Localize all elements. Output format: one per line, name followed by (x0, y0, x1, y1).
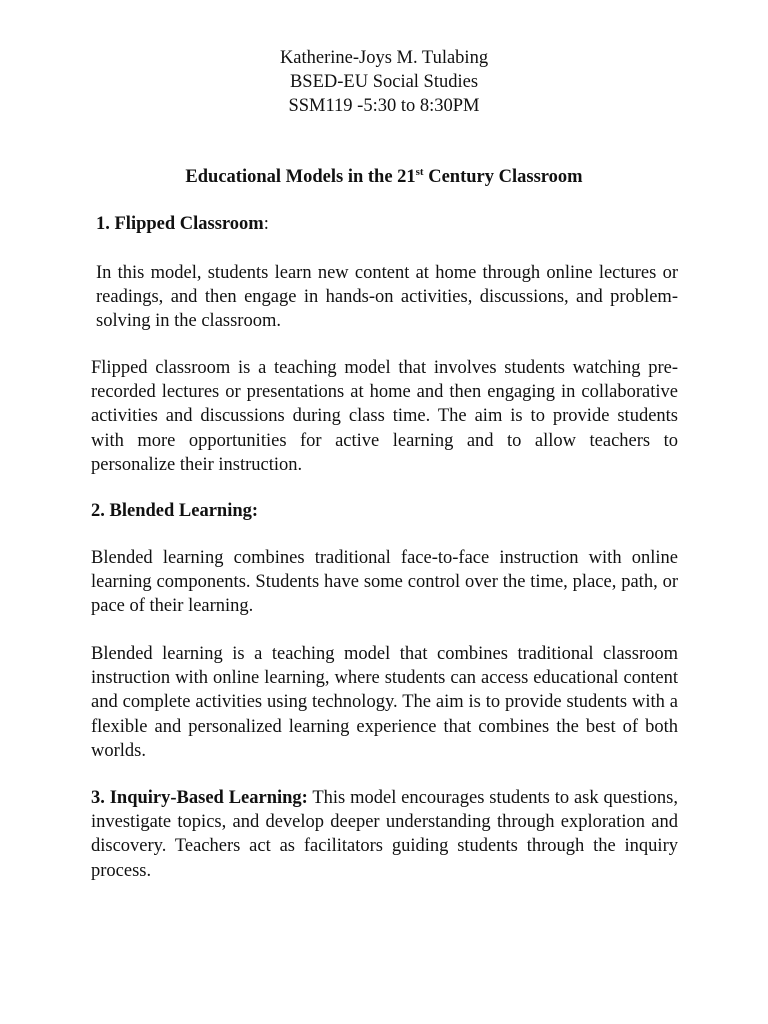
author-program: BSED-EU Social Studies (289, 72, 479, 92)
inquiry-heading-text: 3. Inquiry-Based Learning: (91, 788, 308, 808)
blended-paragraph-1: Blended learning combines traditional face-to-face instruction with online learning components. Students have some control over the time, place, path, or pace of their learning. (91, 548, 678, 617)
inquiry-body-text: This model encourages students to ask questions, investigate topics, and develop deeper understanding through exploration and discovery. Teachers act as facilitators guiding students through the inquiry process. (91, 788, 678, 881)
document-title (0, 164, 768, 190)
flipped-heading-text: 1. Flipped Classroom (96, 214, 264, 234)
author-header (0, 46, 768, 118)
blended-paragraph-2: Blended learning is a teaching model that combines traditional classroom instruction with online learning, where students can access educational content and complete activities using technology. The aim is to provide students with a flexible and personalized learning experience that combines the best of both worlds. (91, 644, 678, 761)
section-heading-flipped (96, 212, 686, 236)
course-schedule: SSM119 -5:30 to 8:30PM (288, 96, 480, 116)
flipped-heading-colon: : (263, 214, 269, 234)
title-superscript: st (415, 165, 424, 178)
section-inquiry (91, 786, 678, 883)
author-name: Katherine-Joys M. Tulabing (279, 48, 489, 68)
title-text-before: Educational Models in the 21 (185, 167, 416, 187)
section-heading-blended: 2. Blended Learning: (91, 501, 259, 521)
title-text-after: Century Classroom (423, 167, 583, 187)
flipped-paragraph-2: Flipped classroom is a teaching model that involves students watching pre-recorded lectures or presentations at home and then engaging in collaborative activities and discussions during class time. The aim is to provide students with more opportunities for active learning and to allow teachers to personalize their instruction. (91, 358, 678, 475)
flipped-paragraph-1: In this model, students learn new content at home through online lectures or readings, and then engage in hands-on activities, discussions, and problem-solving in the classroom. (96, 263, 678, 332)
